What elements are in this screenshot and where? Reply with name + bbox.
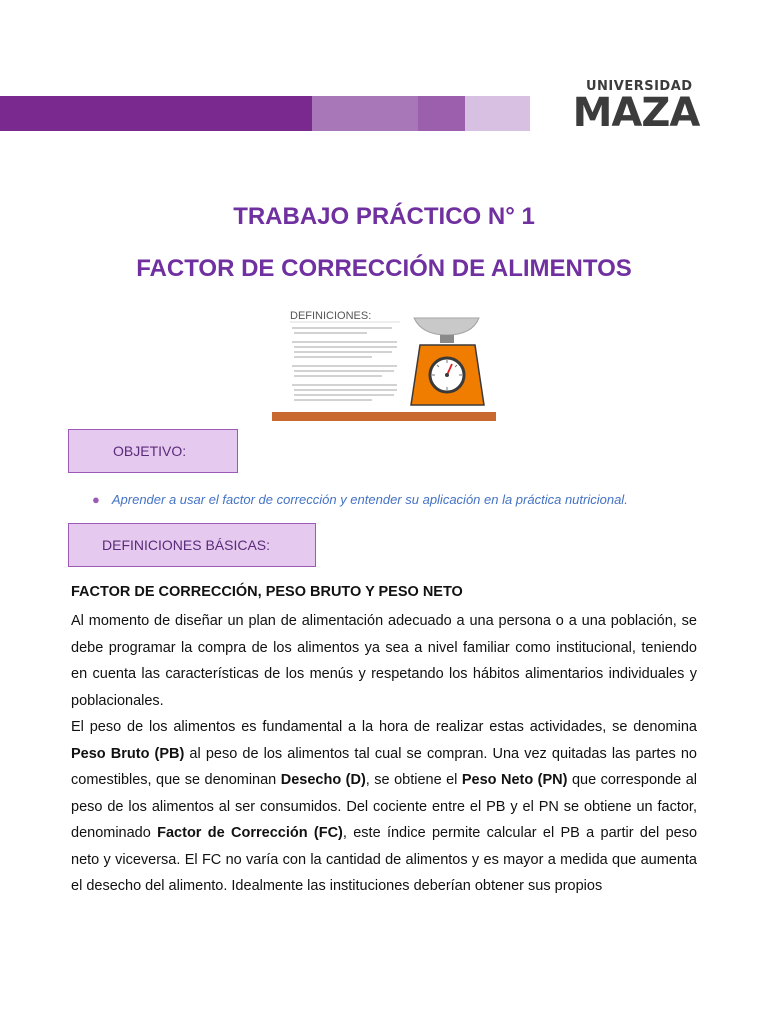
page-subtitle: FACTOR DE CORRECCIÓN DE ALIMENTOS <box>136 255 632 282</box>
bullet-dot-icon: ● <box>92 492 100 507</box>
definiciones-box <box>68 523 316 567</box>
p2-text-4: que corresponde al peso de los alimentos al ser consumidos. Del cociente entre el PB y el PN se obtiene un factor, denominado <box>71 772 697 841</box>
term-desecho: Desecho (D) <box>280 772 366 788</box>
objetivo-box <box>68 429 238 473</box>
p2-text-3: , se obtiene el <box>365 772 462 788</box>
section-body <box>71 608 697 900</box>
objetivo-item-text: Aprender a usar el factor de corrección y entender su aplicación en la práctica nutricional. <box>111 492 628 507</box>
page-title: TRABAJO PRÁCTICO N° 1 <box>233 203 535 230</box>
figure-heading: DEFINICIONES: <box>290 310 372 322</box>
band-segment-3 <box>418 96 465 131</box>
section-heading: FACTOR DE CORRECCIÓN, PESO BRUTO Y PESO NETO <box>71 584 463 600</box>
p2-text-2: al peso de los alimentos tal cual se compran. Una vez quitadas las partes no comestibles, que se denominan <box>71 745 697 788</box>
band-segment-1 <box>0 96 312 131</box>
paragraph-2 <box>71 714 697 900</box>
term-factor-correccion: Factor de Corrección (FC) <box>157 825 343 841</box>
paragraph-1: Al momento de diseñar un plan de alimentación adecuado a una persona o a una población, se debe programar la compra de los alimentos ya sea a nivel familiar como institucional, teniendo en cuenta las características de los menús y respetando los hábitos alimentarios individuales y poblacionales. <box>71 613 697 709</box>
logo-main-text: MAZA <box>572 90 700 136</box>
definitions-figure <box>272 305 496 421</box>
band-segment-4 <box>465 96 530 131</box>
definiciones-label: DEFINICIONES BÁSICAS: <box>102 537 271 553</box>
logo-top-text: UNIVERSIDAD <box>586 79 693 94</box>
p2-text-1: El peso de los alimentos es fundamental a la hora de realizar estas actividades, se denomina <box>71 719 697 735</box>
term-peso-bruto: Peso Bruto (PB) <box>71 745 185 762</box>
objetivo-label: OBJETIVO: <box>113 443 187 459</box>
band-segment-2 <box>312 96 418 131</box>
term-peso-neto: Peso Neto (PN) <box>461 772 568 788</box>
objetivo-list-item <box>92 492 628 507</box>
kitchen-scale-icon <box>272 305 496 421</box>
p2-text-5: , este índice permite calcular el PB a partir del peso neto y viceversa. El FC no varía con la cantidad de alimentos y es mayor a medida que aumenta el desecho del alimento. Idealmente las instituciones deberían obtener sus propios <box>71 825 698 894</box>
